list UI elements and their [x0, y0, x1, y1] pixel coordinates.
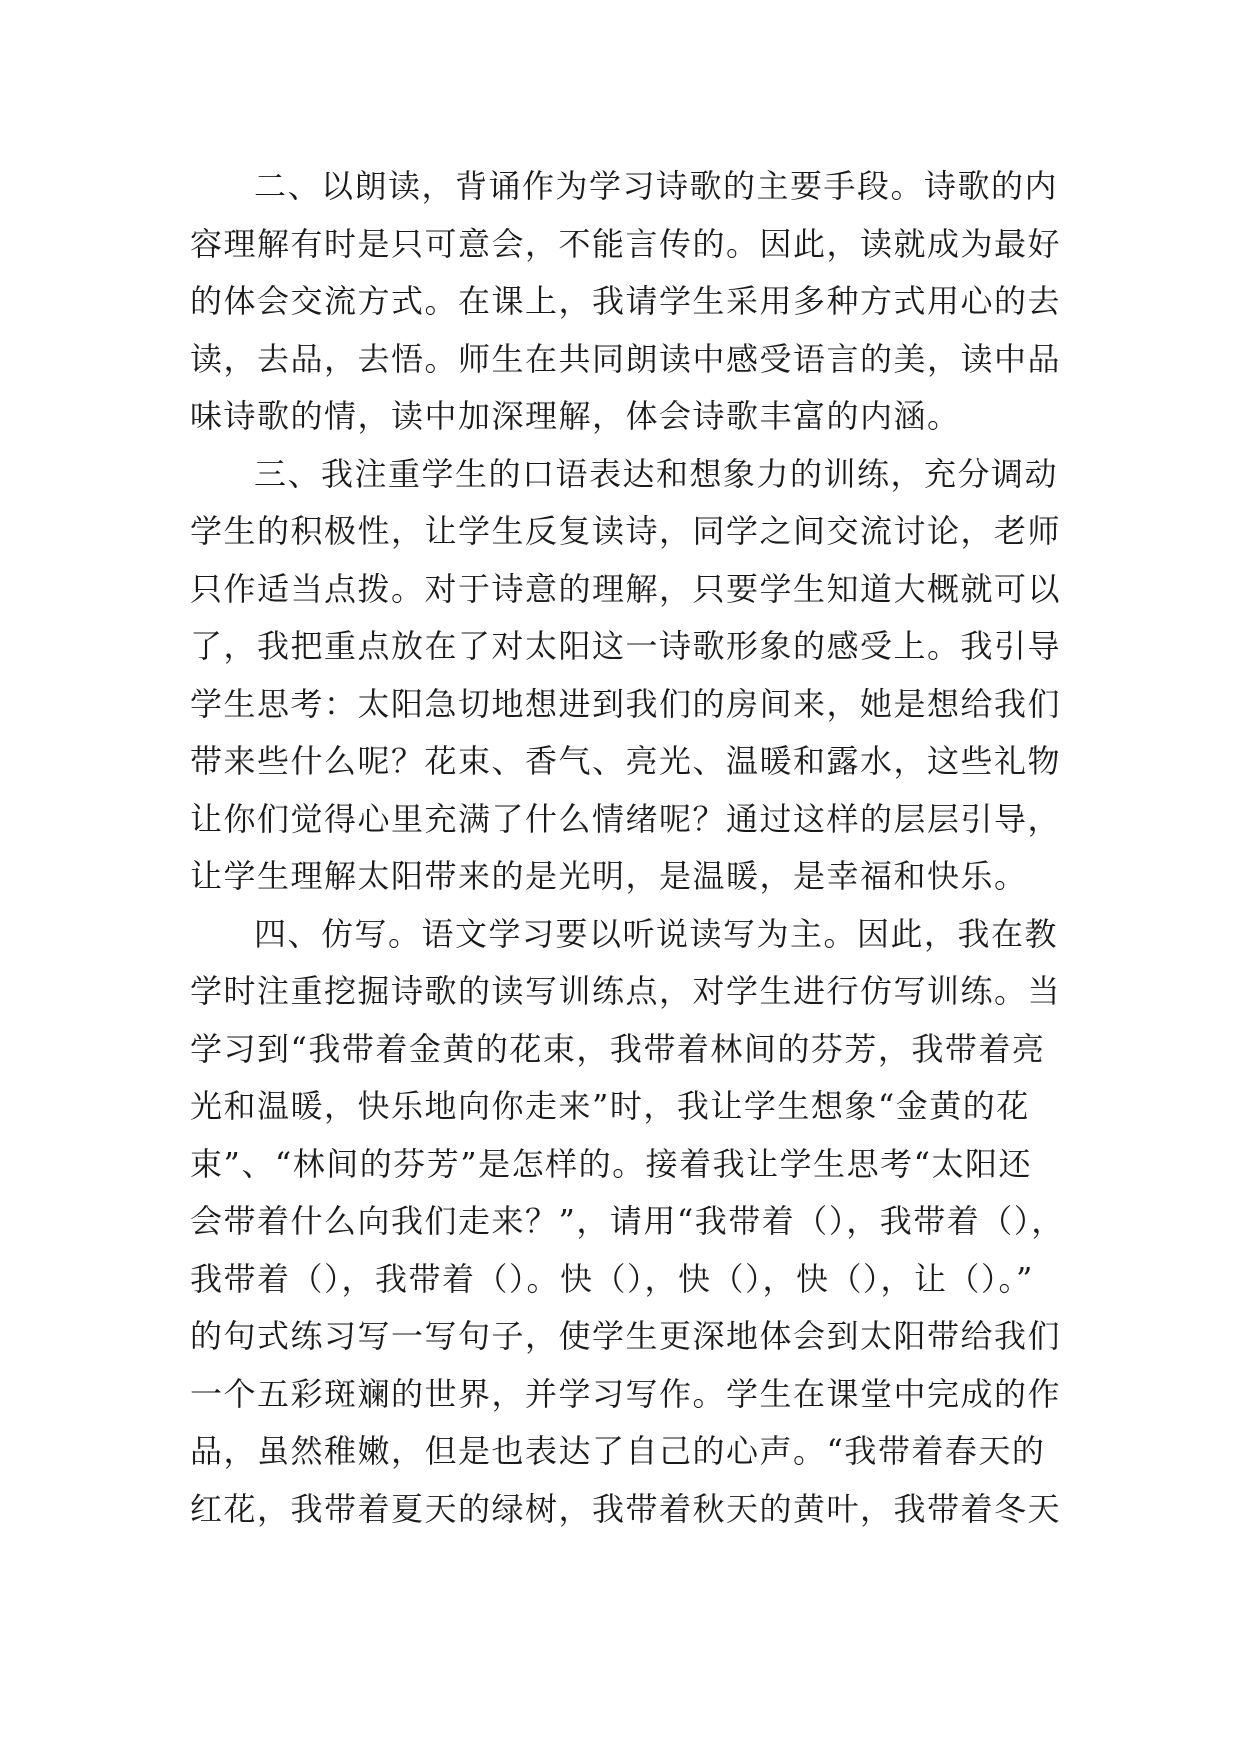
- text-line: 容理解有时是只可意会，不能言传的。因此，读就成为最好: [190, 224, 1062, 263]
- text-line: 学生思考：太阳急切地想进到我们的房间来，她是想给我们: [190, 684, 1062, 723]
- text-line: 学时注重挖掘诗歌的读写训练点，对学生进行仿写训练。当: [190, 972, 1062, 1010]
- text-line: 三、我注重学生的口语表达和想象力的训练，充分调动: [254, 454, 1059, 493]
- text-line: 一个五彩斑斓的世界，并学习写作。学生在课堂中完成的作: [190, 1374, 1062, 1413]
- text-line: 味诗歌的情，读中加深理解，体会诗歌丰富的内涵。: [190, 397, 961, 435]
- text-line: 只作适当点拨。对于诗意的理解，只要学生知道大概就可以: [190, 569, 1062, 608]
- text-line: 光和温暖，快乐地向你走来”时，我让学生想象“金黄的花: [190, 1087, 1030, 1125]
- text-line: 二、以朗读，背诵作为学习诗歌的主要手段。诗歌的内: [254, 167, 1059, 205]
- text-line: 我带着（），我带着（）。快（），快（），快（），让（）。”: [190, 1259, 1034, 1298]
- text-line: 束”、“林间的芬芳”是怎样的。接着我让学生思考“太阳还: [190, 1144, 1032, 1183]
- text-line: 会带着什么向我们走来？”，请用“我带着（），我带着（），: [190, 1202, 1065, 1240]
- text-line: 读，去品，去悟。师生在共同朗读中感受语言的美，读中品: [190, 339, 1062, 378]
- text-line: 四、仿写。语文学习要以听说读写为主。因此，我在教: [254, 914, 1059, 953]
- text-line: 学习到“我带着金黄的花束，我带着林间的芬芳，我带着亮: [190, 1029, 1046, 1068]
- document-body: [190, 158, 1065, 1538]
- text-line: 的句式练习写一写句子，使学生更深地体会到太阳带给我们: [190, 1317, 1062, 1355]
- text-line: 带来些什么呢？花束、香气、亮光、温暖和露水，这些礼物: [190, 742, 1062, 780]
- text-line: 让你们觉得心里充满了什么情绪呢？通过这样的层层引导，: [190, 799, 1062, 838]
- text-line: 让学生理解太阳带来的是光明，是温暖，是幸福和快乐。: [190, 857, 1028, 895]
- text-line: 品，虽然稚嫩，但是也表达了自己的心声。“我带着春天的: [190, 1432, 1046, 1470]
- paragraph-reading-recitation: [190, 158, 1060, 446]
- text-line: 了，我把重点放在了对太阳这一诗歌形象的感受上。我引导: [190, 627, 1062, 665]
- text-line: 红花，我带着夏天的绿树，我带着秋天的黄叶，我带着冬天: [190, 1489, 1062, 1528]
- paragraph-oral-expression: [190, 446, 1060, 906]
- text-line: 的体会交流方式。在课上，我请学生采用多种方式用心的去: [190, 282, 1062, 320]
- paragraph-imitation-writing: [190, 906, 1065, 1539]
- text-line: 学生的积极性，让学生反复读诗，同学之间交流讨论，老师: [190, 512, 1062, 550]
